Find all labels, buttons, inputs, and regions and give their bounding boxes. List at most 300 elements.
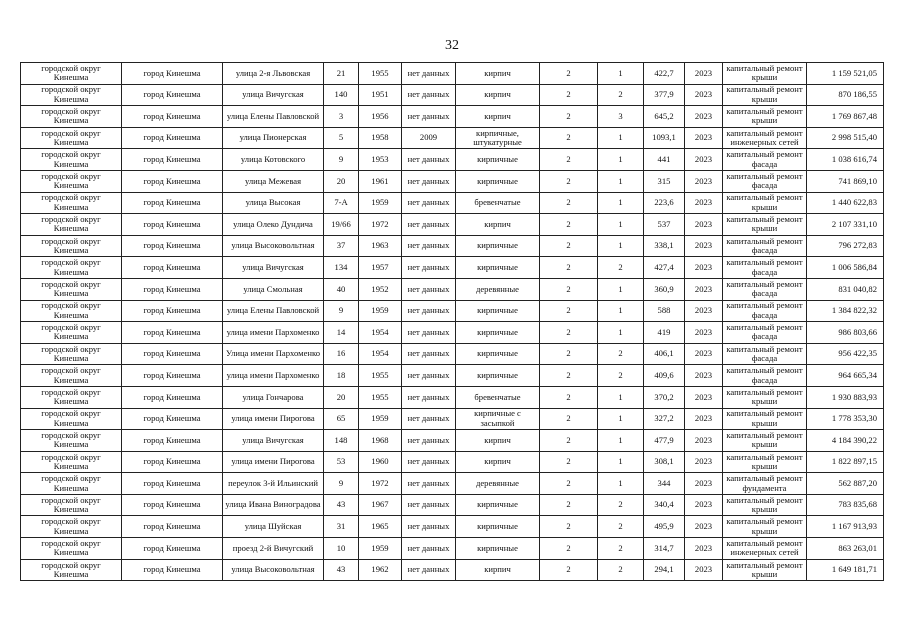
cost-cell: 1 930 883,93 <box>807 386 884 408</box>
street-cell: улица Межевая <box>223 170 324 192</box>
repair-year-cell: 2023 <box>685 538 723 560</box>
area-cell: 308,1 <box>644 451 685 473</box>
area-cell: 314,7 <box>644 538 685 560</box>
last-repair-year-cell: нет данных <box>402 106 456 128</box>
municipality-cell: городской округ Кинешма <box>21 386 122 408</box>
entrances-cell: 1 <box>598 278 644 300</box>
house-number-cell: 21 <box>324 63 359 85</box>
floors-cell: 2 <box>540 343 598 365</box>
floors-cell: 2 <box>540 559 598 581</box>
municipality-cell: городской округ Кинешма <box>21 149 122 171</box>
settlement-cell: город Кинешма <box>122 63 223 85</box>
cost-cell: 1 159 521,05 <box>807 63 884 85</box>
last-repair-year-cell: нет данных <box>402 278 456 300</box>
repair-type-cell: капитальный ремонт фасада <box>723 257 807 279</box>
area-cell: 370,2 <box>644 386 685 408</box>
build-year-cell: 1954 <box>359 322 402 344</box>
table-row <box>21 149 884 171</box>
build-year-cell: 1959 <box>359 300 402 322</box>
build-year-cell: 1968 <box>359 430 402 452</box>
repair-type-cell: капитальный ремонт фасада <box>723 170 807 192</box>
last-repair-year-cell: нет данных <box>402 170 456 192</box>
last-repair-year-cell: 2009 <box>402 127 456 149</box>
cost-cell: 1 440 622,83 <box>807 192 884 214</box>
settlement-cell: город Кинешма <box>122 84 223 106</box>
last-repair-year-cell: нет данных <box>402 516 456 538</box>
municipality-cell: городской округ Кинешма <box>21 257 122 279</box>
settlement-cell: город Кинешма <box>122 149 223 171</box>
repair-year-cell: 2023 <box>685 235 723 257</box>
wall-material-cell: деревянные <box>456 278 540 300</box>
area-cell: 294,1 <box>644 559 685 581</box>
floors-cell: 2 <box>540 106 598 128</box>
house-number-cell: 7-А <box>324 192 359 214</box>
build-year-cell: 1972 <box>359 214 402 236</box>
build-year-cell: 1961 <box>359 170 402 192</box>
street-cell: улица Елены Павловской <box>223 300 324 322</box>
settlement-cell: город Кинешма <box>122 559 223 581</box>
area-cell: 409,6 <box>644 365 685 387</box>
wall-material-cell: кирпичные <box>456 149 540 171</box>
street-cell: улица имени Пархоменко <box>223 365 324 387</box>
area-cell: 441 <box>644 149 685 171</box>
area-cell: 537 <box>644 214 685 236</box>
table-row <box>21 192 884 214</box>
table-row <box>21 300 884 322</box>
settlement-cell: город Кинешма <box>122 365 223 387</box>
settlement-cell: город Кинешма <box>122 451 223 473</box>
area-cell: 1093,1 <box>644 127 685 149</box>
table-row <box>21 473 884 495</box>
build-year-cell: 1955 <box>359 63 402 85</box>
build-year-cell: 1959 <box>359 408 402 430</box>
entrances-cell: 2 <box>598 84 644 106</box>
repair-type-cell: капитальный ремонт крыши <box>723 214 807 236</box>
area-cell: 422,7 <box>644 63 685 85</box>
build-year-cell: 1954 <box>359 343 402 365</box>
floors-cell: 2 <box>540 322 598 344</box>
table-row <box>21 170 884 192</box>
repair-year-cell: 2023 <box>685 84 723 106</box>
cost-cell: 2 998 515,40 <box>807 127 884 149</box>
last-repair-year-cell: нет данных <box>402 322 456 344</box>
settlement-cell: город Кинешма <box>122 257 223 279</box>
municipality-cell: городской округ Кинешма <box>21 300 122 322</box>
street-cell: переулок 3-й Ильинский <box>223 473 324 495</box>
repair-year-cell: 2023 <box>685 516 723 538</box>
repair-year-cell: 2023 <box>685 149 723 171</box>
area-cell: 338,1 <box>644 235 685 257</box>
repair-type-cell: капитальный ремонт крыши <box>723 84 807 106</box>
wall-material-cell: кирпичные с засыпкой <box>456 408 540 430</box>
repair-year-cell: 2023 <box>685 430 723 452</box>
last-repair-year-cell: нет данных <box>402 408 456 430</box>
build-year-cell: 1959 <box>359 192 402 214</box>
repair-type-cell: капитальный ремонт крыши <box>723 386 807 408</box>
table-row <box>21 408 884 430</box>
area-cell: 327,2 <box>644 408 685 430</box>
street-cell: улица Высоковольтная <box>223 559 324 581</box>
cost-cell: 863 263,01 <box>807 538 884 560</box>
repair-type-cell: капитальный ремонт инженерных сетей <box>723 538 807 560</box>
cost-cell: 986 803,66 <box>807 322 884 344</box>
cost-cell: 783 835,68 <box>807 494 884 516</box>
street-cell: проезд 2-й Вичугский <box>223 538 324 560</box>
floors-cell: 2 <box>540 84 598 106</box>
area-cell: 344 <box>644 473 685 495</box>
area-cell: 406,1 <box>644 343 685 365</box>
repair-year-cell: 2023 <box>685 170 723 192</box>
entrances-cell: 1 <box>598 300 644 322</box>
entrances-cell: 2 <box>598 538 644 560</box>
wall-material-cell: бревенчатые <box>456 192 540 214</box>
last-repair-year-cell: нет данных <box>402 257 456 279</box>
house-number-cell: 5 <box>324 127 359 149</box>
wall-material-cell: кирпичные <box>456 235 540 257</box>
entrances-cell: 1 <box>598 192 644 214</box>
last-repair-year-cell: нет данных <box>402 538 456 560</box>
wall-material-cell: кирпичные <box>456 516 540 538</box>
house-number-cell: 16 <box>324 343 359 365</box>
table-row <box>21 214 884 236</box>
wall-material-cell: кирпич <box>456 84 540 106</box>
table-row <box>21 235 884 257</box>
floors-cell: 2 <box>540 235 598 257</box>
repair-year-cell: 2023 <box>685 365 723 387</box>
cost-cell: 831 040,82 <box>807 278 884 300</box>
entrances-cell: 1 <box>598 322 644 344</box>
cost-cell: 4 184 390,22 <box>807 430 884 452</box>
street-cell: улица Пионерская <box>223 127 324 149</box>
entrances-cell: 1 <box>598 235 644 257</box>
repair-year-cell: 2023 <box>685 278 723 300</box>
municipality-cell: городской округ Кинешма <box>21 106 122 128</box>
last-repair-year-cell: нет данных <box>402 214 456 236</box>
area-cell: 315 <box>644 170 685 192</box>
table-row <box>21 386 884 408</box>
repair-year-cell: 2023 <box>685 192 723 214</box>
area-cell: 495,9 <box>644 516 685 538</box>
settlement-cell: город Кинешма <box>122 473 223 495</box>
street-cell: улица имени Пирогова <box>223 451 324 473</box>
table-row <box>21 63 884 85</box>
municipality-cell: городской округ Кинешма <box>21 63 122 85</box>
street-cell: улица Высокая <box>223 192 324 214</box>
floors-cell: 2 <box>540 516 598 538</box>
settlement-cell: город Кинешма <box>122 170 223 192</box>
street-cell: улица имени Пархоменко <box>223 322 324 344</box>
build-year-cell: 1958 <box>359 127 402 149</box>
entrances-cell: 2 <box>598 494 644 516</box>
municipality-cell: городской округ Кинешма <box>21 516 122 538</box>
repair-year-cell: 2023 <box>685 300 723 322</box>
repair-year-cell: 2023 <box>685 451 723 473</box>
floors-cell: 2 <box>540 538 598 560</box>
table-row <box>21 84 884 106</box>
house-number-cell: 65 <box>324 408 359 430</box>
floors-cell: 2 <box>540 365 598 387</box>
settlement-cell: город Кинешма <box>122 343 223 365</box>
entrances-cell: 3 <box>598 106 644 128</box>
entrances-cell: 2 <box>598 559 644 581</box>
cost-cell: 1 649 181,71 <box>807 559 884 581</box>
table-row <box>21 516 884 538</box>
settlement-cell: город Кинешма <box>122 322 223 344</box>
build-year-cell: 1953 <box>359 149 402 171</box>
house-number-cell: 9 <box>324 300 359 322</box>
table-row <box>21 343 884 365</box>
municipality-cell: городской округ Кинешма <box>21 192 122 214</box>
last-repair-year-cell: нет данных <box>402 451 456 473</box>
repair-type-cell: капитальный ремонт крыши <box>723 559 807 581</box>
repair-year-cell: 2023 <box>685 127 723 149</box>
wall-material-cell: кирпичные <box>456 538 540 560</box>
settlement-cell: город Кинешма <box>122 192 223 214</box>
settlement-cell: город Кинешма <box>122 430 223 452</box>
table-row <box>21 365 884 387</box>
entrances-cell: 1 <box>598 430 644 452</box>
cost-cell: 1 778 353,30 <box>807 408 884 430</box>
wall-material-cell: кирпичные <box>456 300 540 322</box>
floors-cell: 2 <box>540 473 598 495</box>
repair-type-cell: капитальный ремонт крыши <box>723 63 807 85</box>
last-repair-year-cell: нет данных <box>402 235 456 257</box>
wall-material-cell: кирпичные <box>456 343 540 365</box>
municipality-cell: городской округ Кинешма <box>21 408 122 430</box>
table-row <box>21 538 884 560</box>
municipality-cell: городской округ Кинешма <box>21 430 122 452</box>
entrances-cell: 1 <box>598 63 644 85</box>
wall-material-cell: кирпичные <box>456 322 540 344</box>
house-number-cell: 10 <box>324 538 359 560</box>
entrances-cell: 1 <box>598 127 644 149</box>
table-row <box>21 451 884 473</box>
street-cell: улица имени Пирогова <box>223 408 324 430</box>
street-cell: улица Котовского <box>223 149 324 171</box>
municipality-cell: городской округ Кинешма <box>21 170 122 192</box>
build-year-cell: 1960 <box>359 451 402 473</box>
house-number-cell: 140 <box>324 84 359 106</box>
municipality-cell: городской округ Кинешма <box>21 235 122 257</box>
floors-cell: 2 <box>540 278 598 300</box>
repair-type-cell: капитальный ремонт фасада <box>723 149 807 171</box>
area-cell: 588 <box>644 300 685 322</box>
municipality-cell: городской округ Кинешма <box>21 559 122 581</box>
wall-material-cell: кирпич <box>456 430 540 452</box>
municipality-cell: городской округ Кинешма <box>21 84 122 106</box>
last-repair-year-cell: нет данных <box>402 149 456 171</box>
wall-material-cell: кирпич <box>456 63 540 85</box>
build-year-cell: 1959 <box>359 538 402 560</box>
cost-cell: 2 107 331,10 <box>807 214 884 236</box>
area-cell: 645,2 <box>644 106 685 128</box>
repair-type-cell: капитальный ремонт фасада <box>723 278 807 300</box>
area-cell: 427,4 <box>644 257 685 279</box>
house-number-cell: 40 <box>324 278 359 300</box>
build-year-cell: 1963 <box>359 235 402 257</box>
page-number: 32 <box>445 38 459 53</box>
repair-year-cell: 2023 <box>685 386 723 408</box>
settlement-cell: город Кинешма <box>122 235 223 257</box>
house-number-cell: 31 <box>324 516 359 538</box>
table-row <box>21 322 884 344</box>
repair-year-cell: 2023 <box>685 322 723 344</box>
repair-type-cell: капитальный ремонт крыши <box>723 106 807 128</box>
entrances-cell: 1 <box>598 473 644 495</box>
street-cell: улица Смольная <box>223 278 324 300</box>
wall-material-cell: кирпич <box>456 451 540 473</box>
house-number-cell: 43 <box>324 494 359 516</box>
house-number-cell: 134 <box>324 257 359 279</box>
repair-year-cell: 2023 <box>685 257 723 279</box>
floors-cell: 2 <box>540 63 598 85</box>
cost-cell: 796 272,83 <box>807 235 884 257</box>
entrances-cell: 2 <box>598 365 644 387</box>
cost-cell: 870 186,55 <box>807 84 884 106</box>
entrances-cell: 2 <box>598 343 644 365</box>
house-number-cell: 18 <box>324 365 359 387</box>
repair-year-cell: 2023 <box>685 408 723 430</box>
street-cell: улица Вичугская <box>223 430 324 452</box>
wall-material-cell: кирпичные <box>456 494 540 516</box>
last-repair-year-cell: нет данных <box>402 192 456 214</box>
street-cell: улица Вичугская <box>223 257 324 279</box>
settlement-cell: город Кинешма <box>122 106 223 128</box>
repair-type-cell: капитальный ремонт крыши <box>723 494 807 516</box>
build-year-cell: 1955 <box>359 365 402 387</box>
last-repair-year-cell: нет данных <box>402 300 456 322</box>
house-number-cell: 9 <box>324 149 359 171</box>
build-year-cell: 1967 <box>359 494 402 516</box>
entrances-cell: 1 <box>598 214 644 236</box>
floors-cell: 2 <box>540 408 598 430</box>
wall-material-cell: кирпич <box>456 106 540 128</box>
repair-type-cell: капитальный ремонт крыши <box>723 451 807 473</box>
settlement-cell: город Кинешма <box>122 386 223 408</box>
area-cell: 223,6 <box>644 192 685 214</box>
entrances-cell: 1 <box>598 386 644 408</box>
last-repair-year-cell: нет данных <box>402 430 456 452</box>
last-repair-year-cell: нет данных <box>402 386 456 408</box>
floors-cell: 2 <box>540 386 598 408</box>
cost-cell: 1 038 616,74 <box>807 149 884 171</box>
repair-type-cell: капитальный ремонт инженерных сетей <box>723 127 807 149</box>
wall-material-cell: кирпичные <box>456 365 540 387</box>
street-cell: улица 2-я Львовская <box>223 63 324 85</box>
municipality-cell: городской округ Кинешма <box>21 322 122 344</box>
house-number-cell: 37 <box>324 235 359 257</box>
settlement-cell: город Кинешма <box>122 494 223 516</box>
repair-type-cell: капитальный ремонт фасада <box>723 343 807 365</box>
repair-year-cell: 2023 <box>685 494 723 516</box>
wall-material-cell: кирпич <box>456 214 540 236</box>
table-row <box>21 106 884 128</box>
area-cell: 419 <box>644 322 685 344</box>
repair-type-cell: капитальный ремонт фасада <box>723 322 807 344</box>
entrances-cell: 2 <box>598 257 644 279</box>
repair-type-cell: капитальный ремонт крыши <box>723 516 807 538</box>
cost-cell: 1 822 897,15 <box>807 451 884 473</box>
municipality-cell: городской округ Кинешма <box>21 214 122 236</box>
house-number-cell: 14 <box>324 322 359 344</box>
street-cell: улица Елены Павловской <box>223 106 324 128</box>
wall-material-cell: кирпичные, штукатурные <box>456 127 540 149</box>
area-cell: 377,9 <box>644 84 685 106</box>
street-cell: улица Олеко Дундича <box>223 214 324 236</box>
street-cell: улица Вичугская <box>223 84 324 106</box>
entrances-cell: 1 <box>598 408 644 430</box>
area-cell: 477,9 <box>644 430 685 452</box>
settlement-cell: город Кинешма <box>122 516 223 538</box>
settlement-cell: город Кинешма <box>122 214 223 236</box>
house-number-cell: 43 <box>324 559 359 581</box>
wall-material-cell: кирпичные <box>456 170 540 192</box>
repair-year-cell: 2023 <box>685 214 723 236</box>
cost-cell: 1 167 913,93 <box>807 516 884 538</box>
cost-cell: 956 422,35 <box>807 343 884 365</box>
municipality-cell: городской округ Кинешма <box>21 451 122 473</box>
cost-cell: 1 769 867,48 <box>807 106 884 128</box>
table-row <box>21 430 884 452</box>
house-number-cell: 53 <box>324 451 359 473</box>
table-row <box>21 559 884 581</box>
house-number-cell: 19/66 <box>324 214 359 236</box>
repair-year-cell: 2023 <box>685 63 723 85</box>
settlement-cell: город Кинешма <box>122 127 223 149</box>
cost-cell: 1 384 822,32 <box>807 300 884 322</box>
floors-cell: 2 <box>540 430 598 452</box>
last-repair-year-cell: нет данных <box>402 84 456 106</box>
build-year-cell: 1957 <box>359 257 402 279</box>
municipality-cell: городской округ Кинешма <box>21 538 122 560</box>
street-cell: Улица имени Пархоменко <box>223 343 324 365</box>
wall-material-cell: кирпичные <box>456 257 540 279</box>
repair-year-cell: 2023 <box>685 473 723 495</box>
settlement-cell: город Кинешма <box>122 278 223 300</box>
build-year-cell: 1965 <box>359 516 402 538</box>
settlement-cell: город Кинешма <box>122 408 223 430</box>
floors-cell: 2 <box>540 300 598 322</box>
municipality-cell: городской округ Кинешма <box>21 365 122 387</box>
cost-cell: 741 869,10 <box>807 170 884 192</box>
last-repair-year-cell: нет данных <box>402 365 456 387</box>
house-number-cell: 3 <box>324 106 359 128</box>
repair-type-cell: капитальный ремонт фасада <box>723 235 807 257</box>
cost-cell: 562 887,20 <box>807 473 884 495</box>
street-cell: улица Шуйская <box>223 516 324 538</box>
build-year-cell: 1951 <box>359 84 402 106</box>
wall-material-cell: кирпич <box>456 559 540 581</box>
entrances-cell: 1 <box>598 149 644 171</box>
build-year-cell: 1952 <box>359 278 402 300</box>
last-repair-year-cell: нет данных <box>402 473 456 495</box>
settlement-cell: город Кинешма <box>122 538 223 560</box>
table-row <box>21 494 884 516</box>
housing-repair-table <box>20 62 884 581</box>
repair-type-cell: капитальный ремонт фундамента <box>723 473 807 495</box>
table-row <box>21 127 884 149</box>
area-cell: 360,9 <box>644 278 685 300</box>
build-year-cell: 1955 <box>359 386 402 408</box>
repair-year-cell: 2023 <box>685 343 723 365</box>
repair-type-cell: капитальный ремонт фасада <box>723 365 807 387</box>
last-repair-year-cell: нет данных <box>402 559 456 581</box>
build-year-cell: 1972 <box>359 473 402 495</box>
street-cell: улица Высоковольтная <box>223 235 324 257</box>
floors-cell: 2 <box>540 192 598 214</box>
street-cell: улица Ивана Виноградова <box>223 494 324 516</box>
last-repair-year-cell: нет данных <box>402 63 456 85</box>
